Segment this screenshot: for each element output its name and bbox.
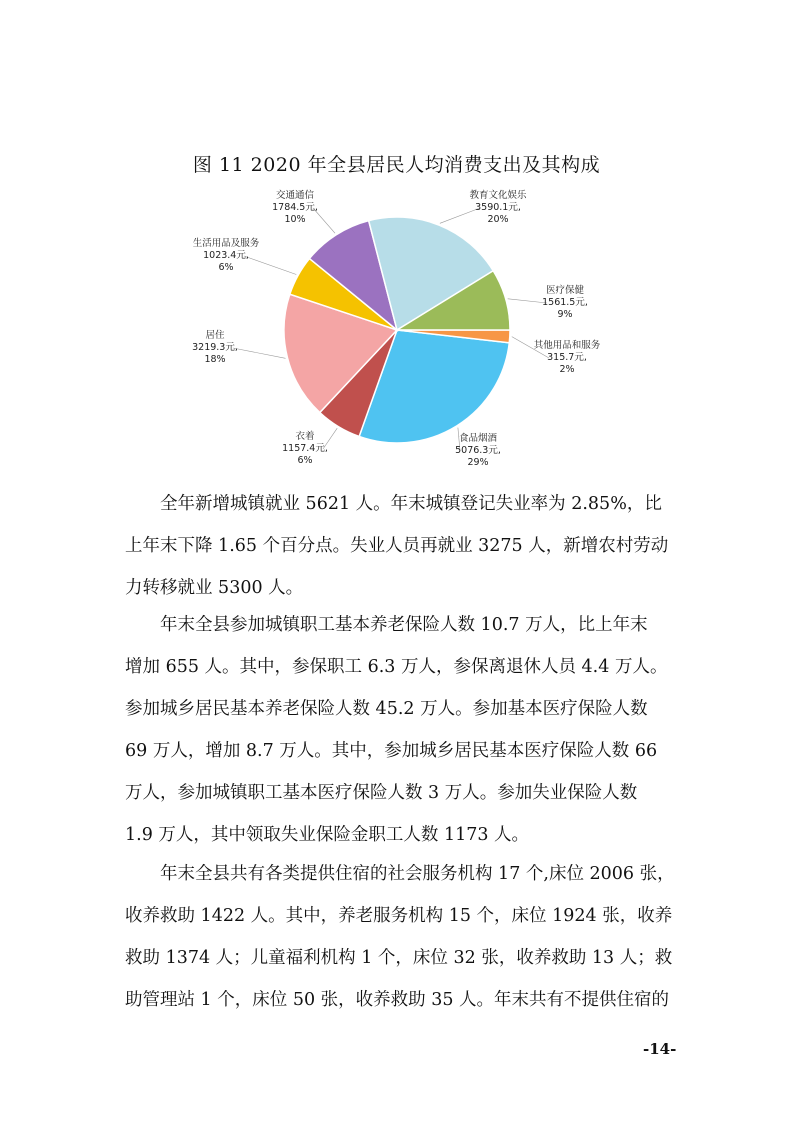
paragraph-insurance [125,604,685,856]
slice-name: 交通通信 [275,190,315,201]
paragraph-line: 全年新增城镇就业 5621 人。年末城镇登记失业率为 2.85%，比 [160,494,662,514]
paragraph-line: 年末全县参加城镇职工基本养老保险人数 10.7 万人，比上年末 [160,615,648,635]
slice-name: 食品烟酒 [458,433,498,444]
paragraph-line: 收养救助 1422 人。其中，养老服务机构 15 个，床位 1924 张，收养 [125,906,673,926]
pie-chart [180,185,620,480]
slice-name: 居住 [205,330,225,341]
slice-percent: 29% [467,457,489,468]
slice-value: 1023.4元, [203,250,249,261]
slice-label [455,432,501,468]
slice-label [192,329,238,365]
leader-line [233,348,286,358]
paragraph-line: 救助 1374 人；儿童福利机构 1 个，床位 32 张，收养救助 13 人；救 [125,948,673,968]
slice-value: 1157.4元, [282,443,328,454]
slice-value: 3590.1元, [475,202,521,213]
page-number: -14- [643,1040,677,1058]
slice-percent: 6% [218,262,234,273]
slice-percent: 10% [284,214,306,225]
slice-name: 生活用品及服务 [192,238,260,249]
slice-label [542,284,588,320]
paragraph-line: 增加 655 人。其中，参保职工 6.3 万人，参保离退休人员 4.4 万人。 [125,657,668,677]
slice-label [193,237,260,273]
slice-name: 其他用品和服务 [533,340,601,351]
paragraph-line: 年末全县共有各类提供住宿的社会服务机构 17 个,床位 2006 张， [160,864,675,884]
slice-percent: 9% [557,309,573,320]
paragraph-line: 万人，参加城镇职工基本医疗保险人数 3 万人。参加失业保险人数 [125,783,638,803]
slice-value: 3219.3元, [192,342,238,353]
slice-percent: 2% [559,364,575,375]
slice-label [272,189,318,225]
slice-percent: 18% [204,354,226,365]
paragraph-line: 1.9 万人，其中领取失业保险金职工人数 1173 人。 [125,825,530,845]
figure-title: 图 11 2020 年全县居民人均消费支出及其构成 [192,154,601,176]
paragraph-line: 助管理站 1 个，床位 50 张，收养救助 35 人。年末共有不提供住宿的 [125,990,670,1010]
pie-slices [284,217,510,443]
slice-value: 5076.3元, [455,445,501,456]
paragraph-line: 69 万人，增加 8.7 万人。其中，参加城乡居民基本医疗保险人数 66 [125,741,658,761]
slice-name: 医疗保健 [545,285,585,296]
slice-name: 衣着 [295,431,315,442]
paragraph-employment [125,483,685,609]
slice-percent: 20% [487,214,509,225]
slice-label [282,430,328,466]
paragraph-social-services [125,853,685,1021]
paragraph-line: 上年末下降 1.65 个百分点。失业人员再就业 3275 人，新增农村劳动 [125,536,669,556]
slice-value: 315.7元, [547,352,587,363]
paragraph-line: 参加城乡居民基本养老保险人数 45.2 万人。参加基本医疗保险人数 [125,699,648,719]
leader-line [244,256,296,275]
slice-value: 1561.5元, [542,297,588,308]
paragraph-line: 力转移就业 5300 人。 [125,578,304,598]
slice-percent: 6% [297,455,313,466]
slice-value: 1784.5元, [272,202,318,213]
leader-line [508,299,547,303]
leader-line [440,208,480,223]
slice-label [469,189,527,225]
slice-name: 教育文化娱乐 [469,190,527,201]
slice-label [534,339,601,375]
